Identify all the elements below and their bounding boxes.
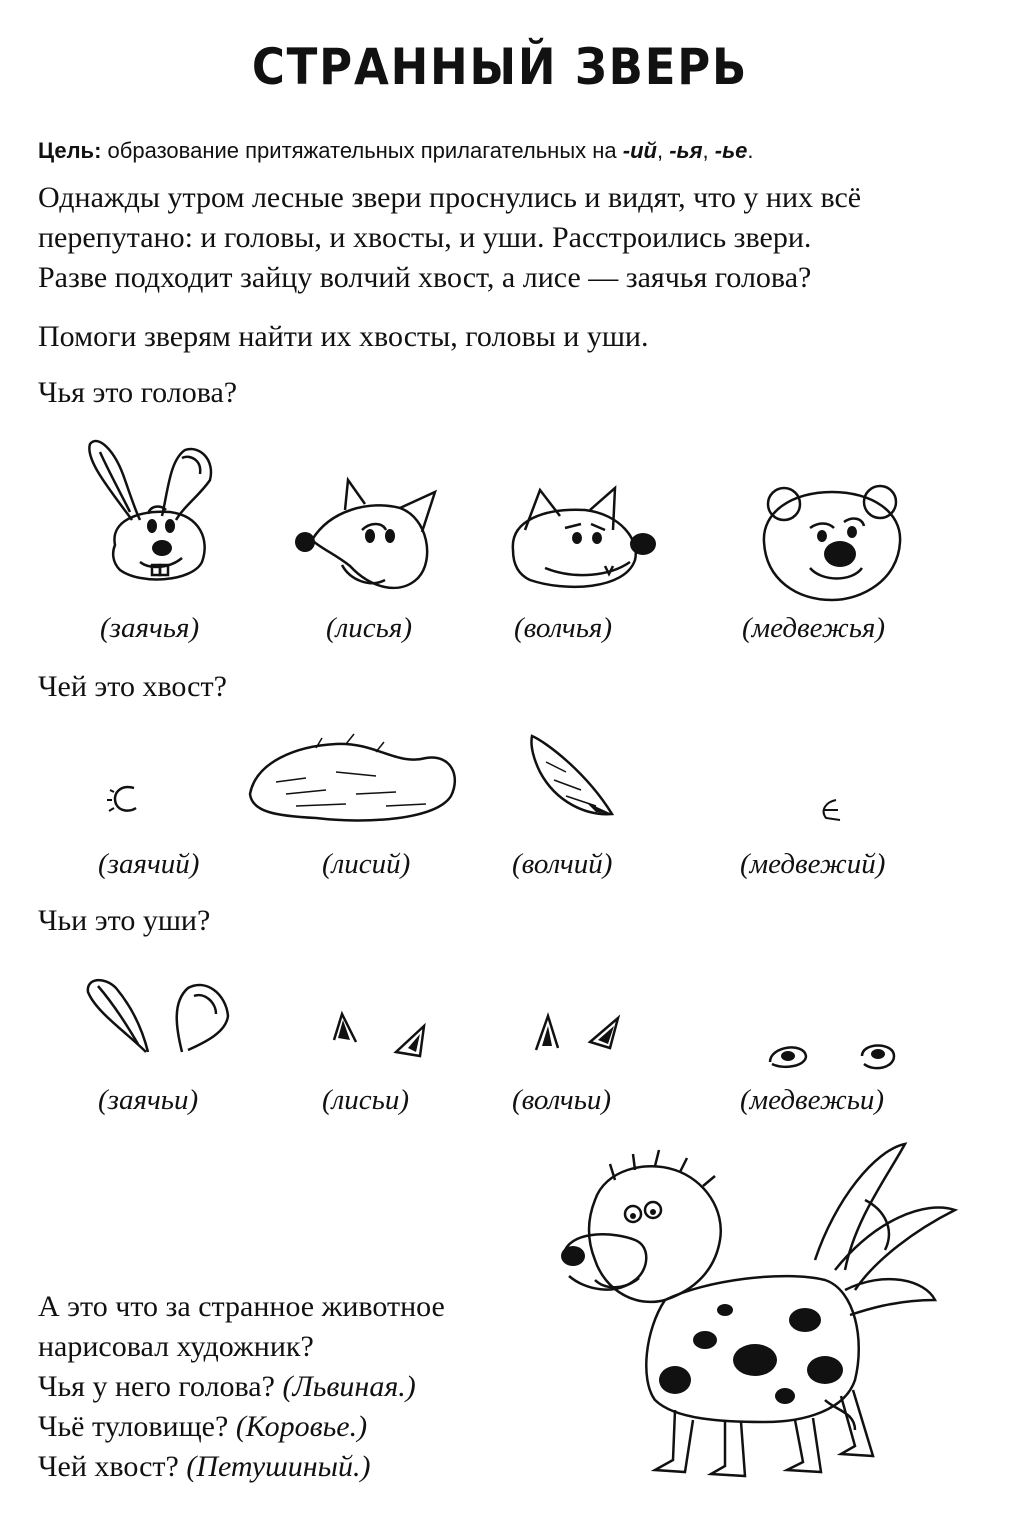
rabbit-head-icon — [70, 430, 230, 600]
goal-text: образование притяжательных прилагательных на — [107, 138, 617, 163]
wolf-ears-icon — [530, 1012, 622, 1054]
question-text: Чья у него голова? — [38, 1370, 275, 1403]
tails-question: Чей это хвост? — [38, 670, 227, 703]
question-text: Чей хвост? — [38, 1450, 179, 1483]
intro-paragraph — [38, 178, 973, 298]
question-text: Чьё туловище? — [38, 1410, 229, 1443]
bear-tail-icon — [816, 796, 846, 826]
answer-text: (Львиная.) — [282, 1370, 416, 1403]
rabbit-ears-icon — [76, 972, 236, 1062]
bear-head-icon — [752, 482, 912, 602]
intro-line: Разве подходит зайцу волчий хвост, а лисе — заячья голова? — [38, 261, 812, 294]
caption-wolf-tail: (волчий) — [512, 848, 613, 880]
wolf-tail-icon — [526, 732, 618, 822]
page-title: СТРАННЫЙ ЗВЕРЬ — [251, 38, 749, 96]
bear-ears-icon — [764, 1036, 900, 1076]
ears-question: Чьи это уши? — [38, 904, 211, 937]
wolf-head-icon — [505, 480, 665, 600]
caption-rabbit-tail: (заячий) — [98, 848, 200, 880]
caption-bear-tail: (медвежий) — [740, 848, 886, 880]
final-question-head — [38, 1367, 445, 1407]
task-text: Помоги зверям найти их хвосты, головы и уши. — [38, 320, 649, 353]
caption-bear-head: (медвежья) — [742, 612, 886, 644]
intro-line: перепутано: и головы, и хвосты, и уши. Расстроились звери. — [38, 221, 812, 254]
caption-rabbit-ears: (заячьи) — [98, 1084, 199, 1116]
strange-animal-icon — [555, 1140, 965, 1500]
final-line: нарисовал художник? — [38, 1330, 314, 1363]
fox-ears-icon — [328, 1010, 428, 1062]
caption-wolf-ears: (волчьи) — [512, 1084, 612, 1116]
caption-bear-ears: (медвежьи) — [740, 1084, 885, 1116]
caption-rabbit-head: (заячья) — [100, 612, 200, 644]
final-question-tail — [38, 1447, 445, 1487]
goal-end: . — [747, 138, 754, 163]
suffix-je: -ье — [714, 138, 748, 163]
caption-fox-tail: (лисий) — [322, 848, 411, 880]
fox-tail-icon — [246, 732, 462, 828]
goal-sep: , — [702, 138, 709, 163]
caption-wolf-head: (волчья) — [514, 612, 613, 644]
answer-text: (Петушиный.) — [186, 1450, 371, 1483]
suffix-ja: -ья — [669, 138, 703, 163]
answer-text: (Коровье.) — [235, 1410, 368, 1443]
rabbit-tail-icon — [106, 780, 146, 820]
final-question-body — [38, 1407, 445, 1447]
goal-line — [38, 138, 754, 164]
goal-label: Цель: — [38, 138, 102, 163]
goal-sep: , — [656, 138, 664, 163]
final-block — [38, 1287, 445, 1487]
caption-fox-ears: (лисьи) — [322, 1084, 410, 1116]
suffix-ij: -ий — [622, 138, 657, 163]
heads-question: Чья это голова? — [38, 376, 238, 409]
intro-line: Однажды утром лесные звери проснулись и видят, что у них всё — [38, 181, 862, 214]
final-line: А это что за странное животное — [38, 1290, 445, 1323]
fox-head-icon — [290, 470, 440, 600]
caption-fox-head: (лисья) — [326, 612, 413, 644]
